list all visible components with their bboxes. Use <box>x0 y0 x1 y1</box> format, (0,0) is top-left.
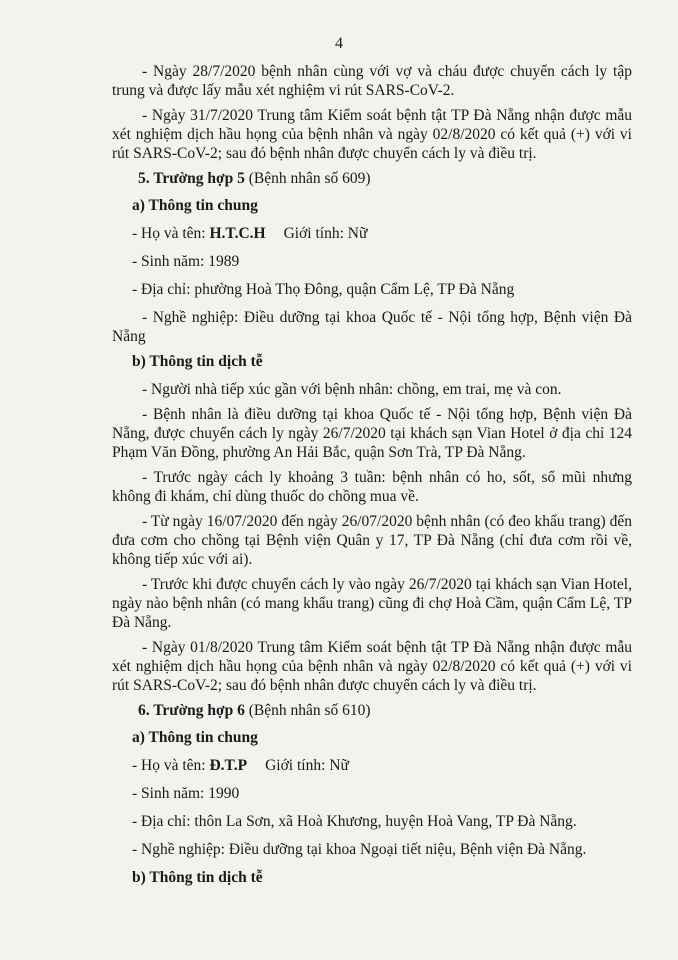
case-6-general-title: a) Thông tin chung <box>132 729 258 746</box>
case-5-epi-item: - Ngày 01/8/2020 Trung tâm Kiểm soát bệnh tật TP Đà Nẵng nhận được mẫu xét nghiệm dịch hầu họng của bệnh nhân và ngày 02/8/2020 có kết quả (+) với vi rút SARS-CoV-2; sau đó bệnh nhân được chuyển cách ly và điều trị. <box>112 639 632 694</box>
case-5-general-title: a) Thông tin chung <box>132 197 258 214</box>
paragraph: - Ngày 31/7/2020 Trung tâm Kiểm soát bệnh tật TP Đà Nẵng nhận được mẫu xét nghiệm dịch hầu họng của bệnh nhân và ngày 02/8/2020 có kết quả (+) với vi rút SARS-CoV-2; sau đó bệnh nhân được chuyển cách ly và điều trị. <box>112 107 632 162</box>
case-5-epi-item: - Trước khi được chuyển cách ly vào ngày 26/7/2020 tại khách sạn Vian Hotel, ngày nào bệnh nhân (có mang khẩu trang) cũng đi chợ Hoà Cầm, quận Cẩm Lệ, TP Đà Nẵng. <box>112 576 632 631</box>
case-6-address: - Địa chỉ: thôn La Sơn, xã Hoà Khương, huyện Hoà Vang, TP Đà Nẵng. <box>132 813 577 830</box>
case-6-epi-title: b) Thông tin dịch tễ <box>132 869 263 886</box>
case-6-job: - Nghề nghiệp: Điều dưỡng tại khoa Ngoại tiết niệu, Bệnh viện Đà Nẵng. <box>132 841 587 858</box>
paragraph: - Ngày 28/7/2020 bệnh nhân cùng với vợ và cháu được chuyển cách ly tập trung và được lấy mẫu xét nghiệm vi rút SARS-CoV-2. <box>112 63 632 99</box>
case-5-heading: 5. Trường hợp 5 (Bệnh nhân số 609) <box>138 170 371 187</box>
document-body <box>112 62 632 896</box>
case-5-birth: - Sinh năm: 1989 <box>132 253 240 270</box>
case-5-job: - Nghề nghiệp: Điều dưỡng tại khoa Quốc tế - Nội tổng hợp, Bệnh viện Đà Nẵng <box>112 309 632 345</box>
page-number: 4 <box>335 35 343 52</box>
case-5-epi-item: - Người nhà tiếp xúc gần với bệnh nhân: chồng, em trai, mẹ và con. <box>142 381 562 398</box>
case-6-name: - Họ và tên: Đ.T.P Giới tính: Nữ <box>132 757 349 774</box>
case-5-epi-item: - Từ ngày 16/07/2020 đến ngày 26/07/2020 bệnh nhân (có đeo khẩu trang) đến đưa cơm cho chồng tại Bệnh viện Quân y 17, TP Đà Nẵng (chỉ đưa cơm rồi về, không tiếp xúc với ai). <box>112 513 632 568</box>
case-5-address: - Địa chỉ: phường Hoà Thọ Đông, quận Cẩm Lệ, TP Đà Nẵng <box>132 281 515 298</box>
case-5-name: - Họ và tên: H.T.C.H Giới tính: Nữ <box>132 225 368 242</box>
case-6-birth: - Sinh năm: 1990 <box>132 785 240 802</box>
case-5-epi-title: b) Thông tin dịch tễ <box>132 353 263 370</box>
case-5-epi-item: - Trước ngày cách ly khoảng 3 tuần: bệnh nhân có ho, sốt, sổ mũi nhưng không đi khám, chỉ dùng thuốc do chồng mua về. <box>112 469 632 505</box>
case-5-epi-item: - Bệnh nhân là điều dưỡng tại khoa Quốc tế - Nội tổng hợp, Bệnh viện Đà Nẵng, được chuyển cách ly ngày 26/7/2020 tại khách sạn Vian Hotel ở địa chỉ 124 Phạm Văn Đồng, phường An Hải Bắc, quận Sơn Trà, TP Đà Nẵng. <box>112 406 632 461</box>
case-6-heading: 6. Trường hợp 6 (Bệnh nhân số 610) <box>138 702 371 719</box>
